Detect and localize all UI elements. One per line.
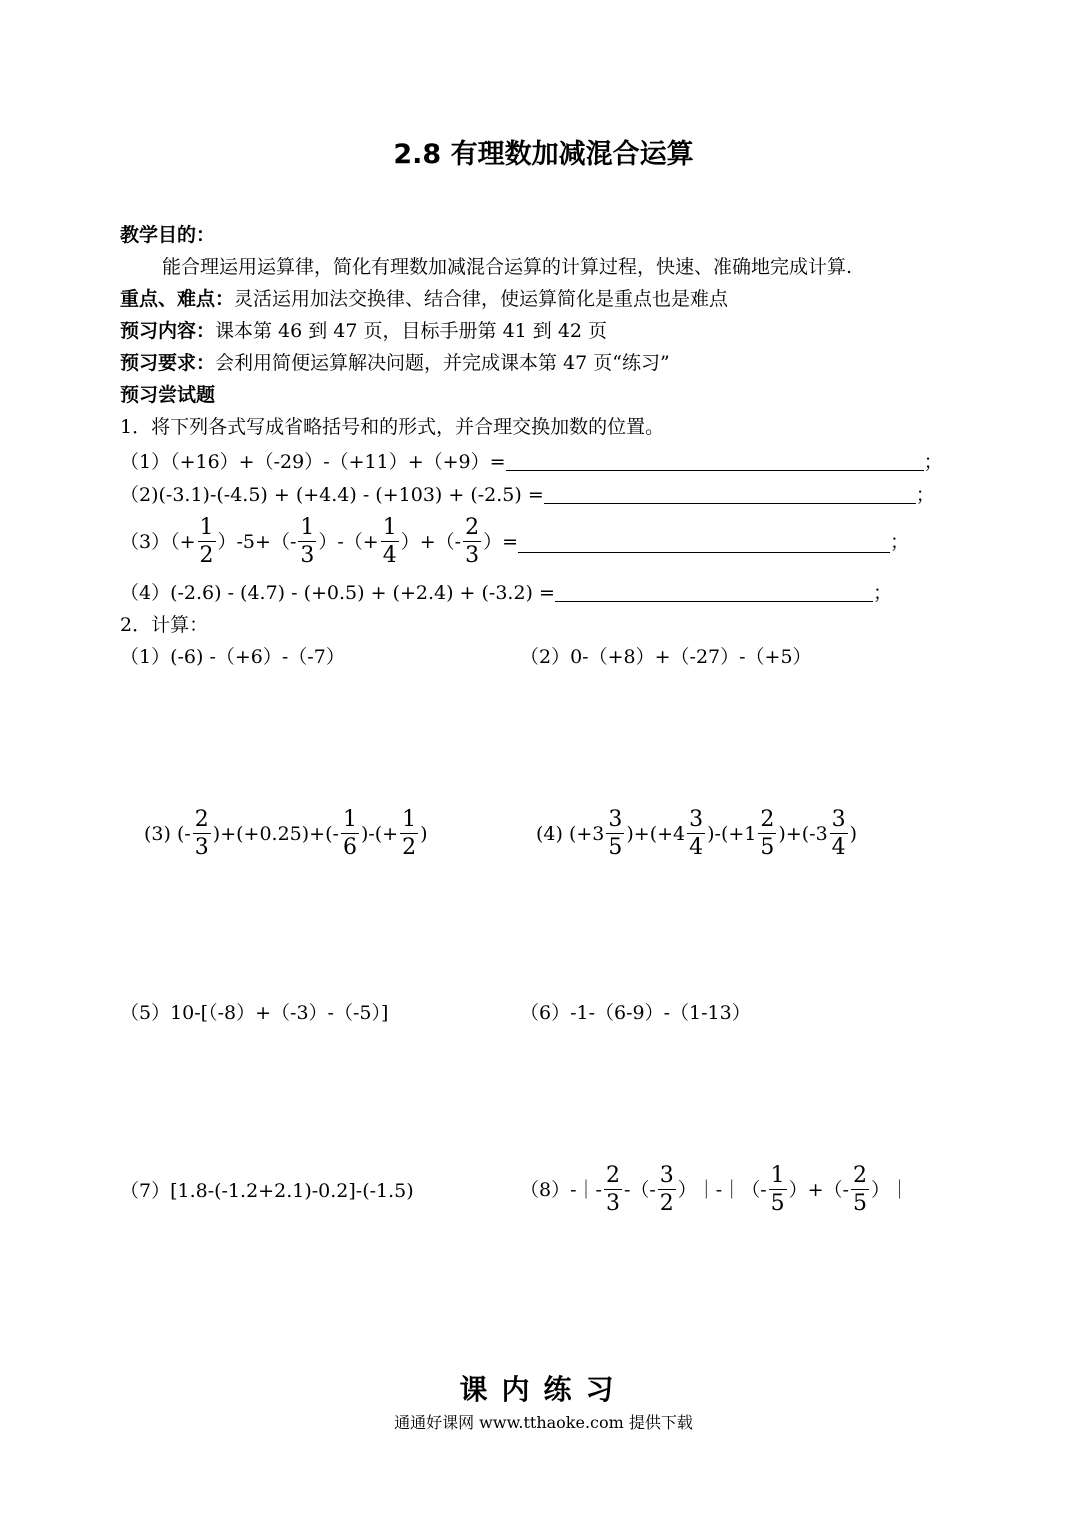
q1-p1-expr: （1）（+16）+（-29）-（+11）+（+9）= bbox=[120, 451, 506, 473]
q1-p2-expr: （2)(-3.1)-(-4.5) + (+4.4) - (+103) + (-2.5) = bbox=[120, 484, 544, 506]
expr-part: ）= bbox=[483, 531, 518, 553]
fraction: $\frac{3}{4}$ bbox=[831, 807, 846, 860]
fraction: $\frac{3}{2}$ bbox=[659, 1163, 674, 1216]
trial-heading: 预习尝试题 bbox=[120, 384, 216, 406]
fraction: $\frac{2}{3}$ bbox=[465, 515, 480, 568]
preview-req-label: 预习要求： bbox=[120, 352, 216, 374]
expr-part: )+(+0.25)+(- bbox=[212, 823, 339, 845]
expr-part: (3) (- bbox=[144, 823, 191, 845]
expr-part: （8）-｜- bbox=[520, 1179, 602, 1201]
q2-problem-1: （1）(-6) -（+6）-（-7） bbox=[120, 646, 345, 668]
q1-problem-4 bbox=[120, 580, 892, 606]
expr-part: )-(+1 bbox=[707, 823, 757, 845]
keypoint-line bbox=[120, 286, 728, 312]
semicolon: ； bbox=[915, 484, 935, 506]
semicolon: ； bbox=[923, 451, 943, 473]
preview-req-line bbox=[120, 350, 670, 376]
q1-problem-3 bbox=[120, 514, 909, 570]
preview-content-line bbox=[120, 318, 607, 344]
q2-problem-4 bbox=[536, 806, 857, 862]
fraction: $\frac{3}{4}$ bbox=[689, 807, 704, 860]
fraction: $\frac{1}{2}$ bbox=[402, 807, 417, 860]
fraction: $\frac{1}{3}$ bbox=[300, 515, 315, 568]
q2-stem: 2．计算： bbox=[120, 614, 209, 636]
footer-note: 通通好课网 www.tthaoke.com 提供下载 bbox=[394, 1413, 693, 1432]
fraction: $\frac{1}{2}$ bbox=[199, 515, 214, 568]
fraction: $\frac{1}{6}$ bbox=[342, 807, 357, 860]
objective-label: 教学目的： bbox=[120, 224, 216, 246]
fraction: $\frac{1}{4}$ bbox=[382, 515, 397, 568]
fraction: $\frac{2}{3}$ bbox=[194, 807, 209, 860]
expr-part: (4) (+3 bbox=[536, 823, 605, 845]
q2-problem-2: （2）0-（+8）+（-27）-（+5） bbox=[520, 646, 812, 668]
expr-part: ）+（- bbox=[400, 531, 462, 553]
expr-part: ）-（+ bbox=[318, 531, 379, 553]
expr-part: )+(-3 bbox=[778, 823, 828, 845]
expr-part: )+(+4 bbox=[626, 823, 686, 845]
answer-blank[interactable] bbox=[555, 581, 873, 602]
expr-part: )-(+ bbox=[360, 823, 399, 845]
expr-part: （3）（+ bbox=[120, 531, 196, 553]
expr-part: ）｜ bbox=[870, 1179, 909, 1201]
expr-part: ）｜-｜（- bbox=[677, 1179, 767, 1201]
preview-content-label: 预习内容： bbox=[120, 320, 216, 342]
fraction: $\frac{3}{5}$ bbox=[608, 807, 623, 860]
q1-p4-expr: （4）(-2.6) - (4.7) - (+0.5) + (+2.4) + (-3.2) = bbox=[120, 582, 555, 604]
semicolon: ； bbox=[889, 531, 909, 553]
section-title: 课内练习 bbox=[459, 1373, 628, 1406]
objective-text: 能合理运用运算律，简化有理数加减混合运算的计算过程，快速、准确地完成计算. bbox=[162, 256, 853, 278]
page-title: 2.8 有理数加减混合运算 bbox=[393, 139, 694, 170]
q2-problem-6: （6）-1-（6-9）-（1-13） bbox=[520, 1002, 751, 1024]
expr-part: ) bbox=[849, 823, 858, 845]
q2-problem-8 bbox=[520, 1162, 909, 1218]
q2-problem-5: （5）10-[（-8）+（-3）-（-5）] bbox=[120, 1002, 389, 1024]
q2-problem-7: （7）[1.8-(-1.2+2.1)-0.2]-(-1.5) bbox=[120, 1180, 414, 1202]
preview-content-text: 课本第 46 到 47 页，目标手册第 41 到 42 页 bbox=[215, 320, 608, 342]
q2-problem-3 bbox=[144, 806, 428, 862]
fraction: $\frac{2}{5}$ bbox=[760, 807, 775, 860]
preview-req-text: 会利用简便运算解决问题，并完成课本第 47 页“练习” bbox=[215, 352, 670, 374]
fraction: $\frac{2}{5}$ bbox=[852, 1163, 867, 1216]
expr-part: ) bbox=[420, 823, 428, 845]
q1-problem-1 bbox=[120, 449, 943, 475]
expr-part: ）+（- bbox=[788, 1179, 849, 1201]
q1-problem-2 bbox=[120, 482, 935, 508]
keypoint-label: 重点、难点： bbox=[120, 288, 235, 310]
expr-part: -（- bbox=[623, 1179, 656, 1201]
fraction: $\frac{2}{3}$ bbox=[605, 1163, 620, 1216]
answer-blank[interactable] bbox=[518, 532, 890, 553]
answer-blank[interactable] bbox=[506, 450, 924, 471]
semicolon: ； bbox=[872, 582, 892, 604]
expr-part: ）-5+（- bbox=[217, 531, 297, 553]
fraction: $\frac{1}{5}$ bbox=[770, 1163, 785, 1216]
keypoint-text: 灵活运用加法交换律、结合律，使运算简化是重点也是难点 bbox=[234, 288, 729, 310]
q1-stem: 1．将下列各式写成省略括号和的形式，并合理交换加数的位置。 bbox=[120, 416, 665, 438]
answer-blank[interactable] bbox=[544, 483, 916, 504]
